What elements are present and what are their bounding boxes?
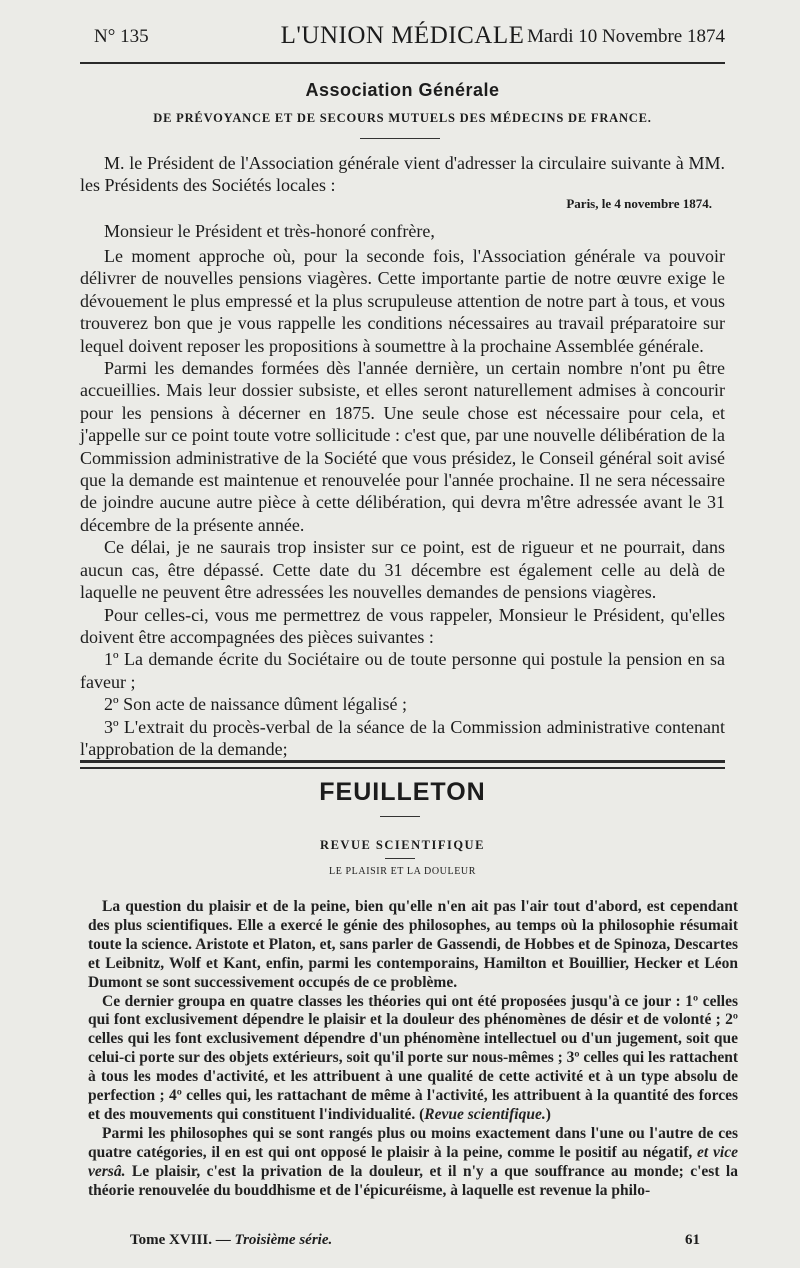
feuilleton-subtitle: LE PLAISIR ET LA DOULEUR [329, 866, 476, 877]
feuilleton-paragraph [88, 993, 738, 1125]
feuilleton-section: REVUE SCIENTIFIQUE [320, 838, 485, 852]
letter-list-item: 3º L'extrait du procès-verbal de la séance de la Commission administrative contenant l'approbation de la demande; [80, 716, 725, 759]
footer-volume [130, 1232, 332, 1249]
feuilleton-text: Parmi les philosophes qui se sont rangés plus ou moins exactement dans l'une ou l'autre de ces quatre catégories, il en est qui ont opposé le plaisir à la peine, comme le positif au négatif, [88, 1124, 738, 1161]
footer-serie: Troisième série. [234, 1232, 333, 1248]
emphasis: et vice versâ. [88, 1143, 738, 1180]
feuilleton-text: Le plaisir, c'est la privation de la douleur, et il n'y a que souffrance au monde; c'est la théorie renouvelée du bouddhisme et de l'épicuréisme, à laquelle est revenue la philo- [88, 1162, 738, 1199]
letter-paragraph: Le moment approche où, pour la seconde fois, l'Association générale va pouvoir délivrer de nouvelles pensions viagères. Cette importante partie de notre œuvre exige le dévouement le plus empressé et la plus scrupuleuse attention de notre part à tous, et vous trouverez bon que je vous rappelle les conditions nécessaires au travail préparatoire sur lequel doivent reposer les propositions à soumettre à la prochaine Assemblée générale. [80, 246, 725, 356]
feuilleton-text: Ce dernier groupa en quatre classes les théories qui ont été proposées jusqu'à ce jour : 1º celles qui font exclusivement dépendre le plaisir et la douleur des phénomènes de désir et de volonté ; 2º celles qui les font exclusivement dépendre d'un phénomène intellectuel ou d'un jugement, soit que celui-ci porte sur des objets extérieurs, soit qu'il porte sur nous-mêmes ; 3º celles qui les rattachent à tous les modes d'activité, et les attribuent à une qualité de cette activité et à un type absolu de perfection ; 4º celles qui, les rattachant de même à l'activité, les attribuent à la quantité des forces et des mouvements qui constituent l'individualité. ( [88, 992, 738, 1123]
intro-text: M. le Président de l'Association générale vient d'adresser la circulaire suivante à MM. les Présidents des Sociétés locales : [80, 153, 725, 196]
letter-dateline: Paris, le 4 novembre 1874. [566, 196, 712, 211]
letter-list-item: 1º La demande écrite du Sociétaire ou de toute personne qui postule la pension en sa faveur ; [80, 649, 725, 692]
letter-list-item: 2º Son acte de naissance dûment légalisé ; [104, 694, 407, 715]
footer-tome: Tome XVIII. — [130, 1232, 231, 1248]
page-header [80, 22, 725, 56]
letter-paragraph: Parmi les demandes formées dès l'année dernière, un certain nombre n'ont pu être accueillies. Mais leur dossier subsiste, et elles seront naturellement admises à concourir pour les pensions à décerner en 1875. Une seule chose est nécessaire pour cela, et j'appelle sur ce point toute votre sollicitude : c'est que, par une nouvelle délibération de la Commission administrative de la Société que vous présidez, le Conseil général soit avisé que la demande est maintenue et renouvelée pour l'année prochaine. Il ne sera nécessaire de joindre aucune autre pièce à cette délibération, qui devra m'être adressée avant le 31 décembre de la présente année. [80, 358, 725, 535]
feuilleton-paragraph [88, 1125, 738, 1201]
page-number: 61 [685, 1232, 700, 1248]
letter-paragraph: Ce délai, je ne saurais trop insister sur ce point, est de rigueur et ne pourrait, dans aucun cas, être dépassé. Cette date du 31 décembre est également celle au delà de laquelle ne peuvent être adressées les nouvelles demandes de pensions viagères. [80, 537, 725, 603]
newspaper-title: L'UNION MÉDICALE [280, 22, 525, 49]
feuilleton-rule [80, 760, 725, 769]
feuilleton-title: FEUILLETON [319, 778, 486, 806]
feuilleton-paragraph: La question du plaisir et de la peine, bien qu'elle n'en ait pas l'air tout d'abord, est cependant des plus scientifiques. Elle a exercé le génie des philosophes, au temps où la philosophie résumait toute la science. Aristote et Platon, et, sans parler de Gassendi, de Hobbes et de Spinoza, Descartes et Leibnitz, Wolf et Kant, enfin, parmi les contemporains, Hamilton et Bouillier, Hecker et Léon Dumont se sont successivement occupés de ce problème. [88, 898, 738, 991]
feuilleton-text: ) [545, 1105, 551, 1123]
issue-date: Mardi 10 Novembre 1874 [527, 26, 725, 47]
letter-body [80, 245, 725, 760]
letter-salutation: Monsieur le Président et très-honoré confrère, [104, 221, 435, 241]
letter-paragraph: Pour celles-ci, vous me permettrez de vous rappeler, Monsieur le Président, qu'elles doivent être accompagnées des pièces suivantes : [80, 604, 725, 647]
section-divider [360, 138, 440, 139]
header-rule [80, 62, 725, 64]
association-title: Association Générale [305, 80, 500, 100]
association-subtitle: DE PRÉVOYANCE ET DE SECOURS MUTUELS DES MÉDECINS DE FRANCE. [153, 111, 652, 125]
citation: Revue scientifique. [424, 1105, 546, 1123]
section-divider-small [385, 858, 415, 859]
intro-paragraph [80, 152, 725, 197]
feuilleton-body [88, 898, 738, 1201]
issue-number: N° 135 [94, 26, 149, 47]
feuilleton-divider [380, 816, 420, 817]
